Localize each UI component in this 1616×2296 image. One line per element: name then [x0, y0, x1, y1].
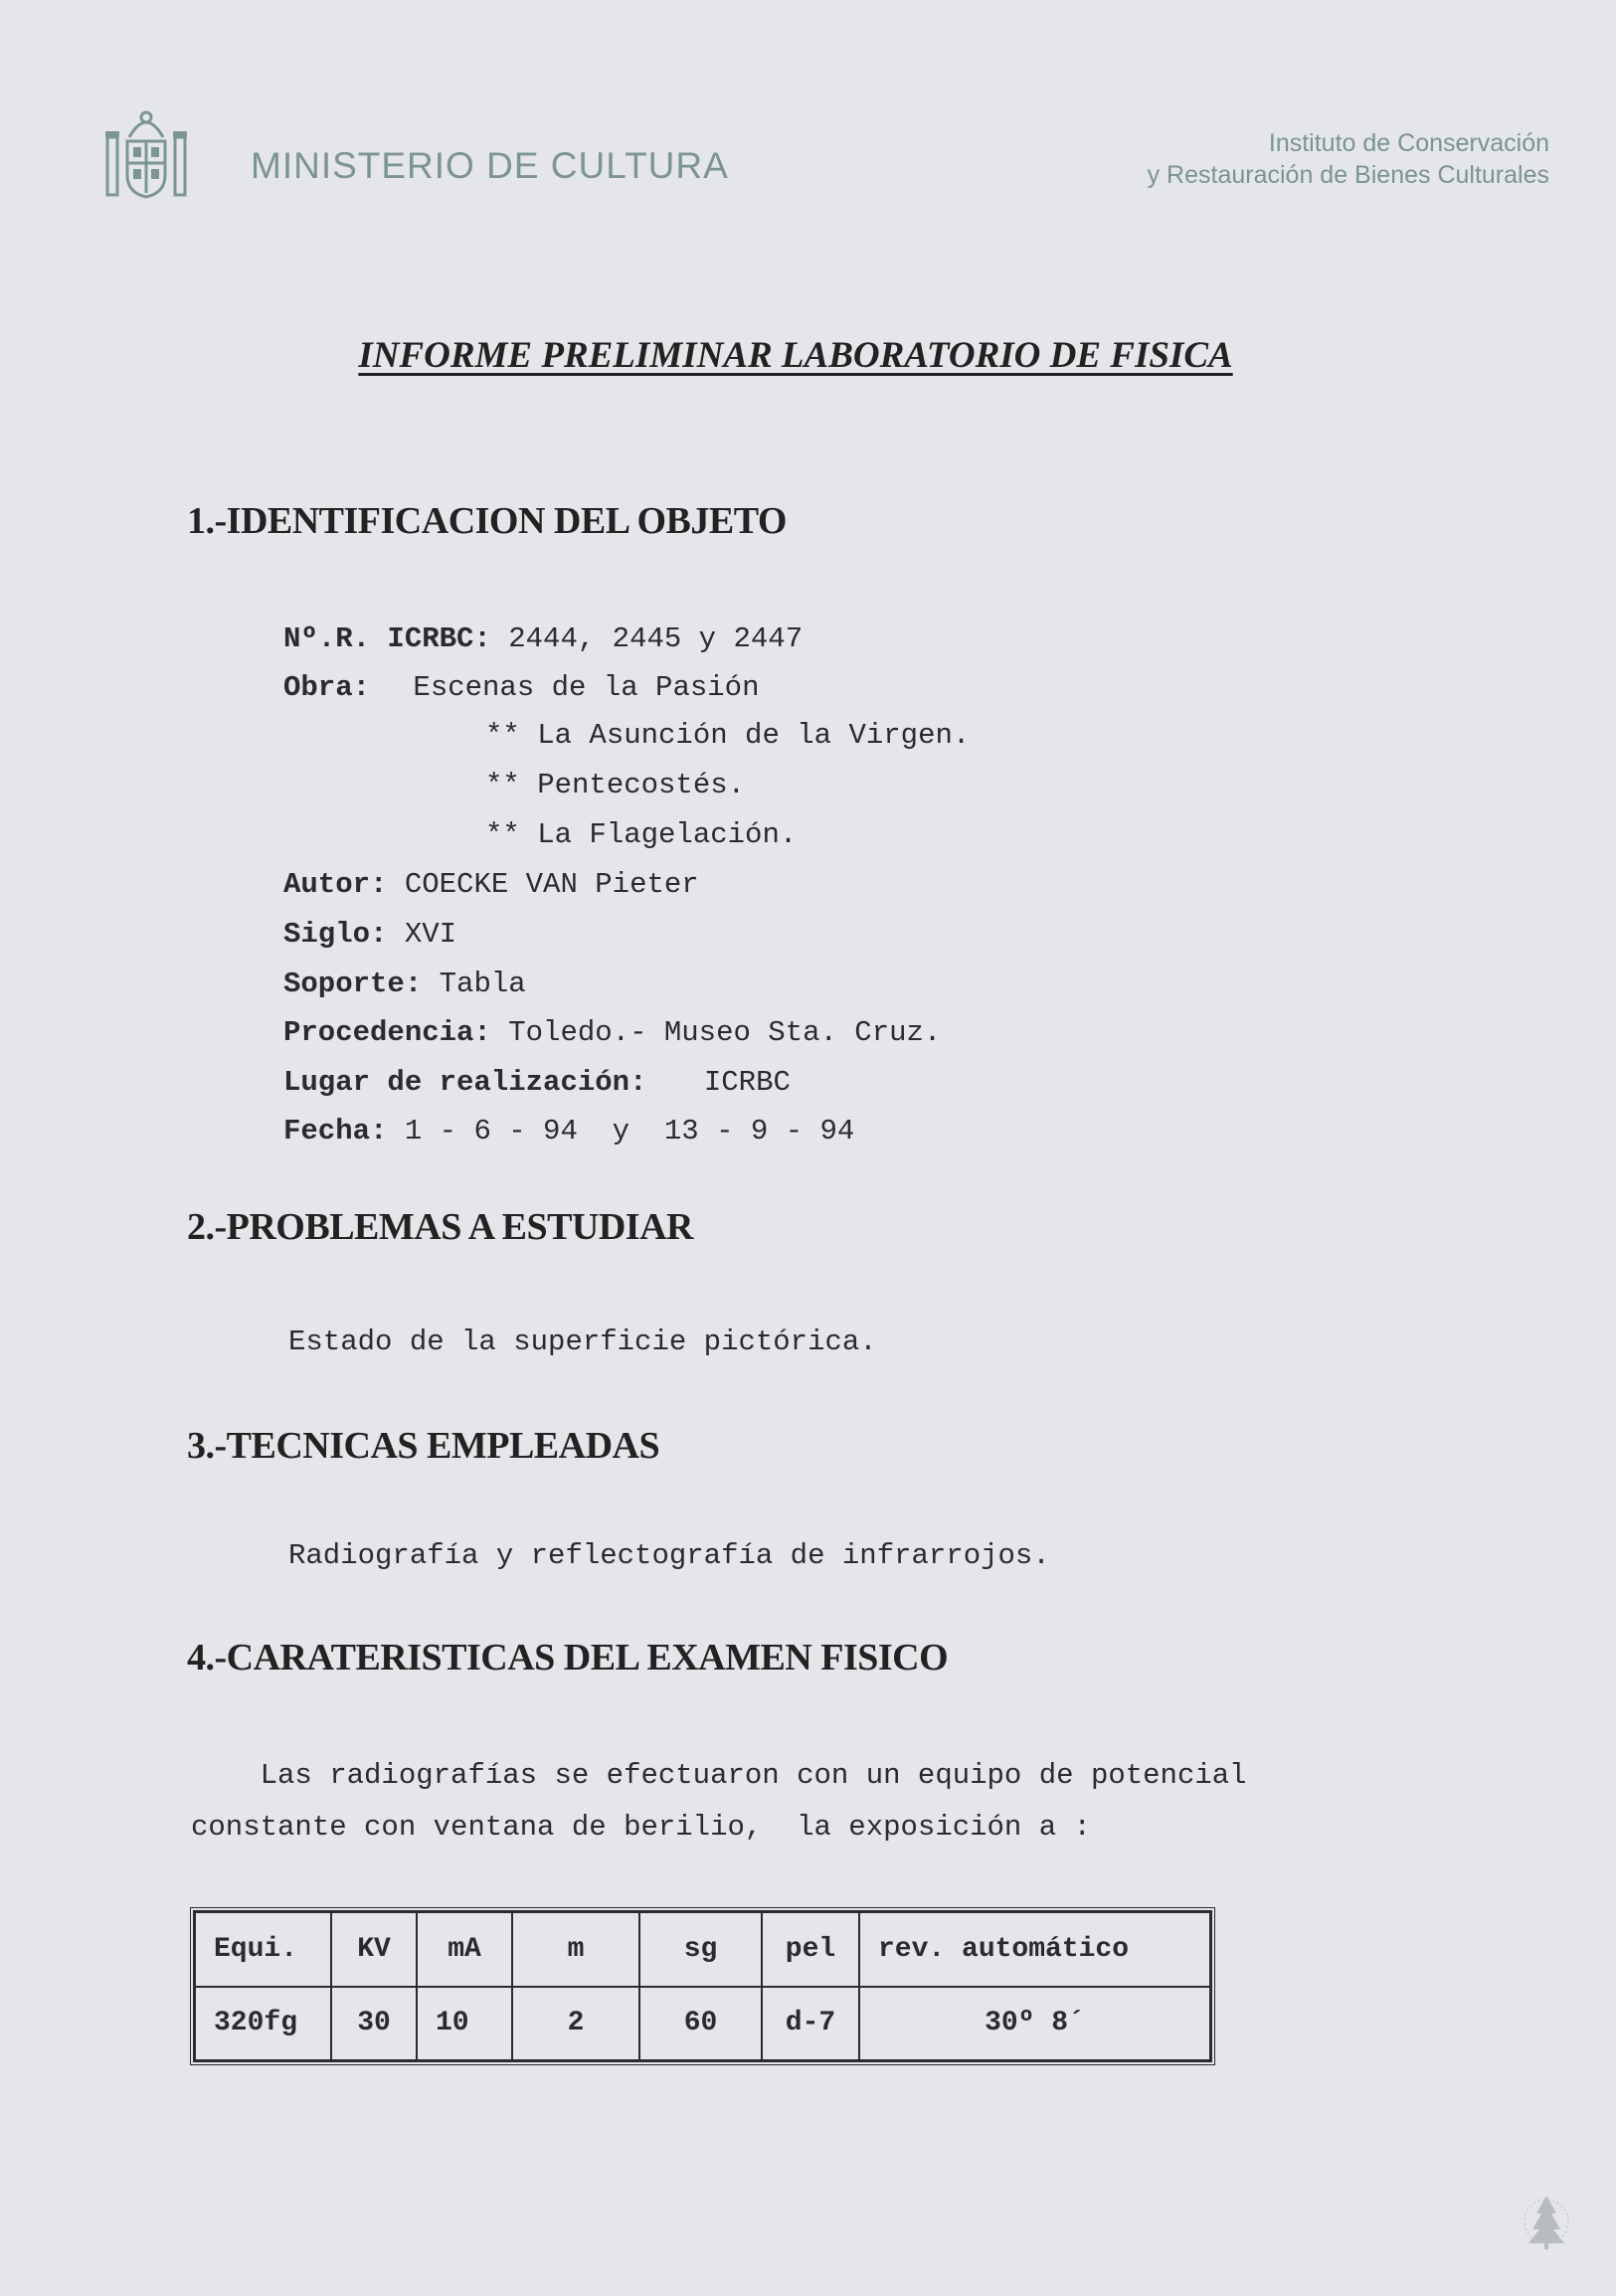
procedencia-value: Toledo.- Museo Sta. Cruz. — [508, 1016, 942, 1049]
paragraph-line: constante con ventana de berilio, la exposición a : — [191, 1811, 1091, 1844]
autor-label: Autor: — [283, 868, 388, 901]
obra-item: ** Pentecostés. — [485, 769, 746, 801]
paragraph-line: Las radiografías se efectuaron con un equipo de potencial — [191, 1759, 1247, 1792]
paper-watermark-tree-icon — [1524, 2188, 1569, 2251]
autor-value: COECKE VAN Pieter — [404, 868, 699, 901]
lugar-label: Lugar de realización: — [283, 1066, 647, 1099]
autor-line — [283, 868, 699, 901]
table-row — [195, 1987, 1210, 2061]
fecha-value: 1 - 6 - 94 y 13 - 9 - 94 — [404, 1115, 855, 1148]
section-3-heading: 3.-TECNICAS EMPLEADAS — [187, 1425, 660, 1467]
soporte-value: Tabla — [439, 968, 526, 1000]
table-cell: 320fg — [195, 1987, 331, 2061]
section-3-text: Radiografía y reflectografía de infrarrojos. — [288, 1539, 1050, 1572]
institute-line-1: Instituto de Conservación — [1268, 129, 1549, 157]
section-4-heading: 4.-CARATERISTICAS DEL EXAMEN FISICO — [187, 1637, 949, 1678]
section-1-heading: 1.-IDENTIFICACION DEL OBJETO — [187, 500, 787, 542]
soporte-label: Soporte: — [283, 968, 423, 1000]
table-header-cell: Equi. — [195, 1912, 331, 1987]
table-header-row — [195, 1912, 1210, 1987]
table-header-cell: m — [512, 1912, 639, 1987]
table-cell: 2 — [512, 1987, 639, 2061]
section-2-text: Estado de la superficie pictórica. — [288, 1325, 877, 1358]
exposure-table — [190, 1907, 1215, 2065]
siglo-line — [283, 918, 456, 951]
table-cell: 30º 8´ — [859, 1987, 1210, 2061]
obra-value: Escenas de la Pasión — [413, 671, 760, 704]
obra-item: ** La Flagelación. — [485, 818, 798, 851]
table-header-cell: KV — [331, 1912, 417, 1987]
record-number-label: Nº.R. ICRBC: — [283, 622, 491, 655]
report-title: INFORME PRELIMINAR LABORATORIO DE FISICA — [358, 335, 1233, 376]
procedencia-line — [283, 1016, 941, 1049]
procedencia-label: Procedencia: — [283, 1016, 491, 1049]
fecha-line — [283, 1115, 854, 1148]
section-4-paragraph — [191, 1750, 1444, 1854]
institute-name — [1148, 127, 1549, 191]
table-header-cell: mA — [417, 1912, 512, 1987]
siglo-value: XVI — [404, 918, 457, 951]
obra-item: ** La Asunción de la Virgen. — [485, 719, 971, 752]
table-cell: 10 — [417, 1987, 512, 2061]
lugar-value: ICRBC — [703, 1066, 791, 1099]
table-header-cell: rev. automático — [859, 1912, 1210, 1987]
table-cell: 60 — [639, 1987, 762, 2061]
institute-line-2: y Restauración de Bienes Culturales — [1147, 161, 1549, 189]
table-header-cell: sg — [639, 1912, 762, 1987]
obra-label: Obra: — [283, 671, 371, 704]
coat-of-arms-icon — [103, 107, 189, 201]
fecha-label: Fecha: — [283, 1115, 388, 1148]
soporte-line — [283, 968, 526, 1000]
table-cell: d-7 — [762, 1987, 859, 2061]
table-cell: 30 — [331, 1987, 417, 2061]
siglo-label: Siglo: — [283, 918, 388, 951]
record-number-value: 2444, 2445 y 2447 — [508, 622, 804, 655]
ministry-name: MINISTERIO DE CULTURA — [251, 145, 729, 186]
section-2-heading: 2.-PROBLEMAS A ESTUDIAR — [187, 1206, 693, 1248]
record-number-line — [283, 622, 803, 655]
table-header-cell: pel — [762, 1912, 859, 1987]
obra-line — [283, 671, 759, 704]
lugar-line — [283, 1066, 791, 1099]
